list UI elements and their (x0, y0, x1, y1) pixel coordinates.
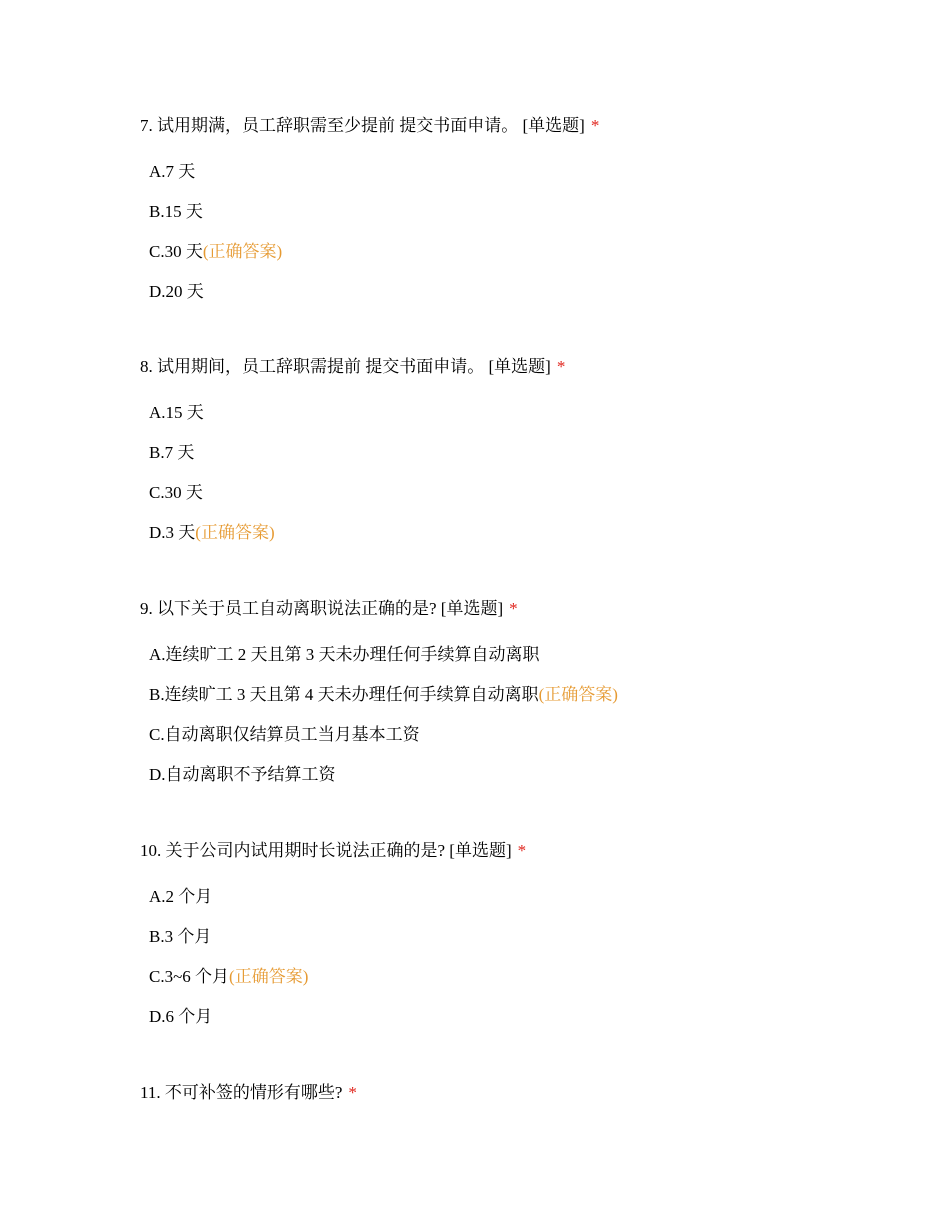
option-a[interactable] (149, 160, 900, 184)
option-b[interactable] (149, 925, 900, 949)
question-text: 7. 试用期满，员工辞职需至少提前 提交书面申请。 [单选题] (140, 116, 585, 135)
option-list (140, 885, 900, 1029)
option-b[interactable] (149, 200, 900, 224)
option-text: C.3~6 个月 (149, 967, 230, 986)
option-text: B.连续旷工 3 天且第 4 天未办理任何手续算自动离职 (149, 685, 539, 704)
option-text: D.20 天 (149, 282, 204, 301)
required-asterisk: * (556, 357, 566, 376)
question-text: 9. 以下关于员工自动离职说法正确的是? [单选题] (140, 599, 504, 618)
question-text: 10. 关于公司内试用期时长说法正确的是? [单选题] (140, 841, 512, 860)
option-a[interactable] (149, 885, 900, 909)
option-c[interactable] (149, 240, 900, 264)
option-d[interactable] (149, 1005, 900, 1029)
option-list (140, 401, 900, 545)
option-text: D.6 个月 (149, 1007, 213, 1026)
option-b[interactable] (149, 683, 900, 707)
option-text: A.7 天 (149, 162, 196, 181)
option-text: B.7 天 (149, 443, 195, 462)
option-b[interactable] (149, 441, 900, 465)
option-a[interactable] (149, 401, 900, 425)
option-d[interactable] (149, 280, 900, 304)
question-8 (140, 355, 900, 545)
option-d[interactable] (149, 521, 900, 545)
option-text: B.3 个月 (149, 927, 212, 946)
option-text: A.2 个月 (149, 887, 213, 906)
option-c[interactable] (149, 965, 900, 989)
question-9 (140, 597, 900, 787)
option-c[interactable] (149, 723, 900, 747)
option-text: C.30 天 (149, 483, 203, 502)
question-title (140, 597, 900, 621)
correct-answer-note: (正确答案) (195, 523, 275, 542)
option-text: B.15 天 (149, 202, 203, 221)
correct-answer-note: (正确答案) (202, 242, 283, 261)
option-list (140, 643, 900, 787)
option-list (140, 160, 900, 304)
required-asterisk: * (590, 116, 600, 135)
option-a[interactable] (149, 643, 900, 667)
question-10 (140, 839, 900, 1029)
question-title (140, 1081, 900, 1105)
question-7 (140, 114, 900, 304)
option-text: D.自动离职不予结算工资 (149, 765, 336, 784)
option-c[interactable] (149, 481, 900, 505)
option-text: C.自动离职仅结算员工当月基本工资 (149, 725, 420, 744)
required-asterisk: * (348, 1083, 357, 1102)
question-11 (140, 1081, 900, 1105)
question-text: 8. 试用期间，员工辞职需提前 提交书面申请。 [单选题] (140, 357, 551, 376)
option-d[interactable] (149, 763, 900, 787)
option-text: D.3 天 (149, 523, 196, 542)
option-text: A.连续旷工 2 天且第 3 天未办理任何手续算自动离职 (149, 645, 540, 664)
required-asterisk: * (509, 599, 518, 618)
correct-answer-note: (正确答案) (538, 685, 618, 704)
question-title (140, 114, 900, 138)
option-text: C.30 天 (149, 242, 203, 261)
question-text: 11. 不可补签的情形有哪些? (140, 1083, 343, 1102)
required-asterisk: * (517, 841, 527, 860)
question-title (140, 355, 900, 379)
question-title (140, 839, 900, 863)
option-text: A.15 天 (149, 403, 204, 422)
correct-answer-note: (正确答案) (229, 967, 309, 986)
